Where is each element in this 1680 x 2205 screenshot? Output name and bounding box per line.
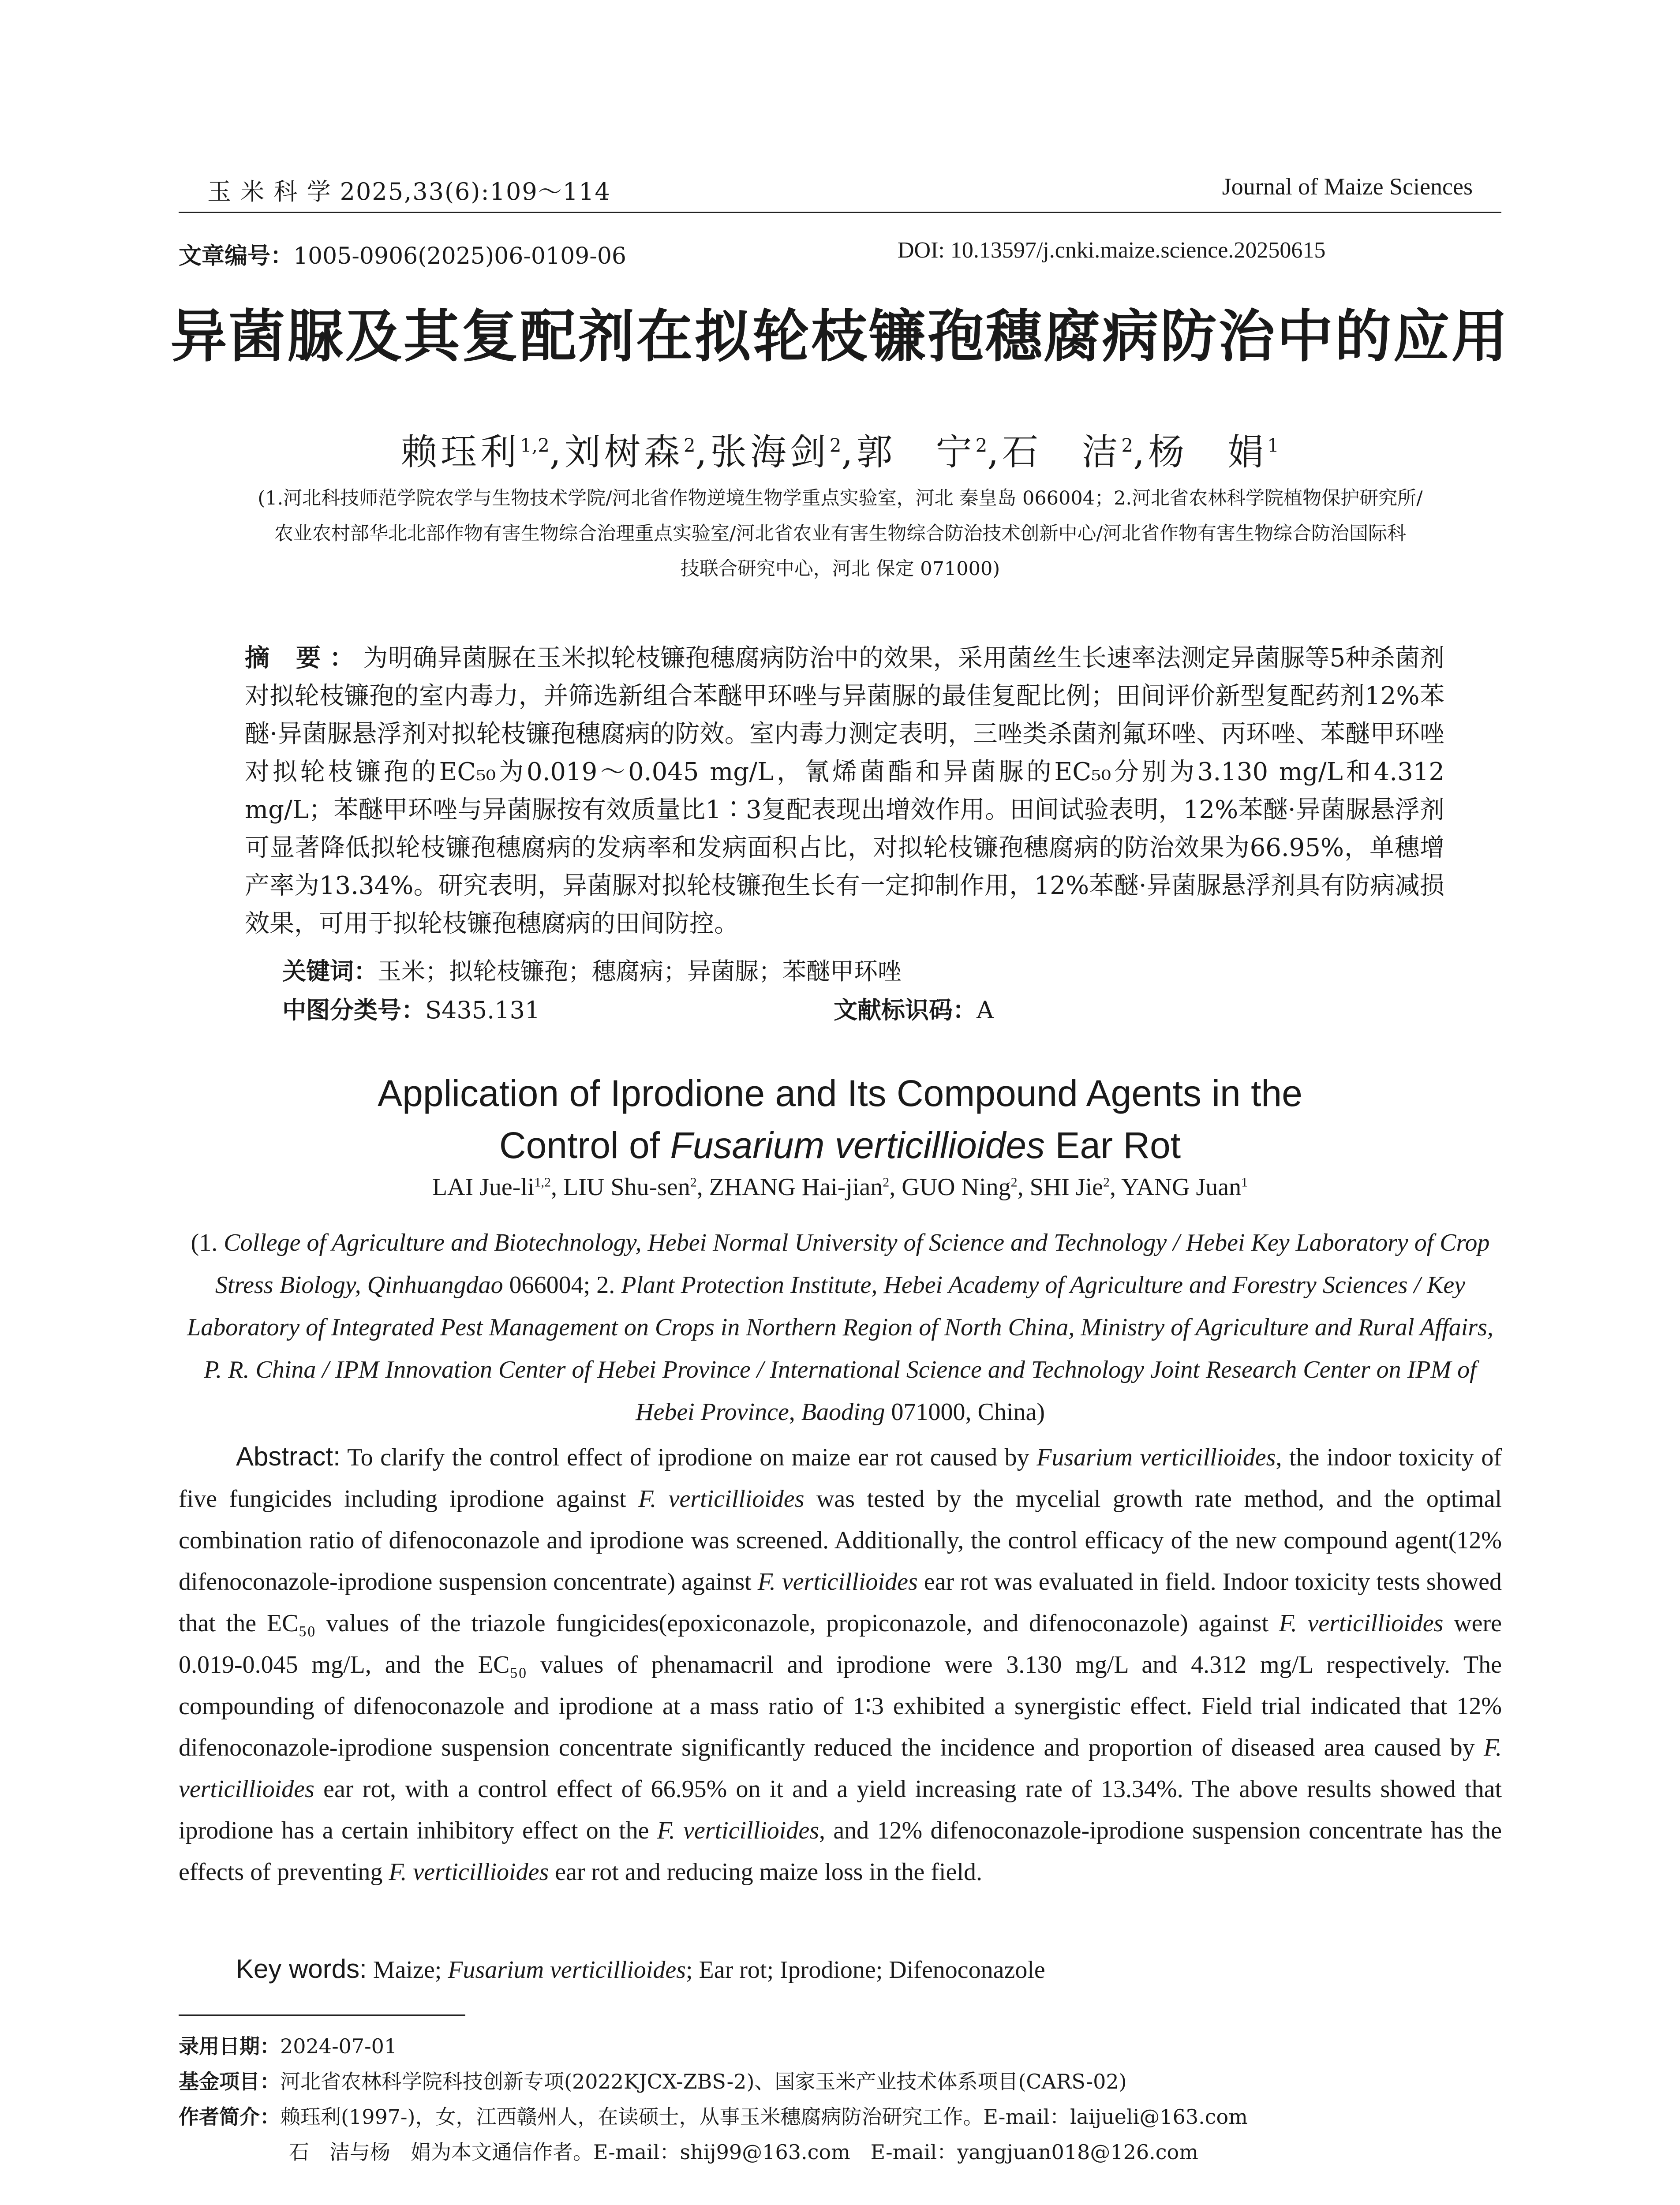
author-en: , GUO Ning <box>889 1174 1011 1201</box>
affiliation-cn <box>181 481 1500 587</box>
affil-en-text: 066004; 2. <box>503 1271 621 1299</box>
abstract-en-species: F. verticillioides <box>757 1568 918 1596</box>
title-en-text: Control of <box>499 1125 670 1166</box>
doc-code <box>834 991 994 1025</box>
footnote-corresponding: 石 洁与杨 娟为本文通信作者。E-mail：shij99@163.com E-mail：yangjuan018@126.com <box>289 2140 1198 2164</box>
title-en-line1: Application of Iprodione and Its Compound Agents in the <box>378 1073 1302 1114</box>
keywords-cn <box>282 953 902 987</box>
header-rule <box>179 212 1501 213</box>
author-en: , LIU Shu-sen <box>551 1174 690 1201</box>
author: 刘树森 <box>564 431 684 473</box>
keywords-label-en: Key words: <box>236 1954 367 1984</box>
abstract-en-species: Fusarium verticillioides <box>1036 1444 1276 1471</box>
author-affil: 2 <box>690 1175 697 1190</box>
author-en: , YANG Juan <box>1110 1174 1242 1201</box>
abstract-en-text: were 0.019-0.045 mg/L, and the EC₅₀ values of phenamacril and iprodione were 3.130 mg/L and 4.312 mg/L respectively. The compounding of difenoconazole and iprodione at a mass ratio of 1∶3 exhibited a synergistic effect. Field trial indicated that 12% difenoconazole-iprodione suspension concentrate significantly reduced the incidence and proportion of diseased area caused by <box>179 1610 1502 1761</box>
abstract-en-species: F. verticillioides <box>657 1817 819 1844</box>
keywords-en-species: Fusarium verticillioides <box>448 1956 686 1984</box>
article-number-label: 文章编号： <box>179 243 294 269</box>
doc-code-label: 文献标识码： <box>834 996 977 1024</box>
footnote-text: 河北省农林科学院科技创新专项(2022KJCX-ZBS-2)、国家玉米产业技术体系项目(CARS-02) <box>280 2070 1127 2093</box>
journal-header-en: Journal of Maize Sciences <box>1222 173 1473 200</box>
journal-header-cn: 玉 米 科 学 2025,33(6):109～114 <box>207 178 611 206</box>
paper-title-cn: 异菌脲及其复配剂在拟轮枝镰孢穗腐病防治中的应用 <box>170 304 1510 370</box>
author-affil: 2 <box>1121 434 1134 456</box>
author-affil: 2 <box>1010 1175 1018 1190</box>
abstract-en-text: , the indoor toxicity of five fungicides including iprodione against <box>179 1444 1502 1513</box>
abstract-en-text: , and 12% difenoconazole-iprodione suspension concentrate has the effects of preventing <box>179 1817 1502 1886</box>
author: 郭 宁 <box>856 431 976 473</box>
keywords-label-cn: 关键词： <box>282 957 378 985</box>
abstract-en-species: F. verticillioides <box>179 1734 1502 1803</box>
authors-en <box>0 1173 1680 1201</box>
abstract-en-text: ear rot and reducing maize loss in the field. <box>549 1858 982 1886</box>
paper-title-en <box>0 1067 1680 1171</box>
doc-code-value: A <box>977 996 994 1024</box>
clc-label: 中图分类号： <box>282 996 425 1024</box>
author-affil: 2 <box>975 434 988 456</box>
affiliation-line: 农业农村部华北北部作物有害生物综合治理重点实验室/河北省农业有害生物综合防治技术创新中心/河北省作物有害生物综合防治国际科 <box>274 523 1406 545</box>
author: 赖珏利 <box>401 431 520 473</box>
author-affil: 1 <box>1267 434 1279 456</box>
author-en: , SHI Jie <box>1017 1174 1104 1201</box>
authors-cn: 赖珏利$^{1,2}$,刘树森$^2$,张海剑$^2$,郭 宁$^2$,石 洁$^2$,杨 娟$^1$ <box>401 431 1279 473</box>
footnote-text: 赖珏利(1997-)，女，江西赣州人，在读硕士，从事玉米穗腐病防治研究工作。E-mail：laijueli@163.com <box>280 2105 1248 2129</box>
keywords-en <box>236 1954 1045 1984</box>
footnote-fund <box>179 2064 1502 2099</box>
footnote-rule <box>179 2014 465 2016</box>
clc-value: S435.131 <box>425 996 540 1024</box>
affil-en-text: Plant Protection Institute, Hebei Academy of Agriculture and Forestry Sciences / Key Laboratory of Integrated Pest Management on Crops in Northern Region of North China, Ministry of Agriculture and Rural Affairs, P. R. China / IPM Innovation Center of Hebei Province / International Science and Technology Joint Research Center on IPM of Hebei Province <box>187 1271 1493 1426</box>
keywords-en-text: ; Ear rot; Iprodione; Difenoconazole <box>685 1956 1045 1984</box>
author: 杨 娟 <box>1148 431 1268 473</box>
author: 张海剑 <box>710 431 830 473</box>
abstract-label-cn: 摘 要： <box>245 644 363 673</box>
author-en: , ZHANG Hai-jian <box>696 1174 883 1201</box>
footnote-received <box>179 2029 1502 2064</box>
abstract-en-text: To clarify the control effect of iprodione on maize ear rot caused by <box>340 1444 1037 1471</box>
abstract-en-species: F. verticillioides <box>638 1485 804 1513</box>
footnote-bio <box>179 2099 1502 2134</box>
author-affil: 2 <box>829 434 842 456</box>
keywords-text-cn: 玉米；拟轮枝镰孢；穗腐病；异菌脲；苯醚甲环唑 <box>378 957 902 985</box>
affiliation-en <box>179 1222 1502 1433</box>
affil-en-text: (1. <box>191 1229 224 1256</box>
abstract-en-text: ear rot was evaluated in field. Indoor toxicity tests showed that the EC₅₀ values of the triazole fungicides(epoxiconazole, propiconazole, and difenoconazole) against <box>179 1568 1502 1637</box>
footnotes <box>179 2029 1502 2170</box>
doi[interactable]: DOI: 10.13597/j.cnki.maize.science.20250615 <box>898 238 1326 263</box>
article-meta <box>179 237 1501 268</box>
affil-en-text: 071000, China) <box>885 1398 1045 1426</box>
footnote-label: 作者简介： <box>179 2105 280 2129</box>
author-en: LAI Jue-li <box>432 1174 535 1201</box>
author-affil: 2 <box>883 1175 890 1190</box>
abstract-en <box>179 1436 1502 1893</box>
classification-row <box>282 991 1473 1025</box>
author: 石 洁 <box>1002 431 1122 473</box>
abstract-label-en: Abstract: <box>236 1442 340 1471</box>
abstract-text-cn: 为明确异菌脲在玉米拟轮枝镰孢穗腐病防治中的效果，采用菌丝生长速率法测定异菌脲等5种杀菌剂对拟轮枝镰孢的室内毒力，并筛选新组合苯醚甲环唑与异菌脲的最佳复配比例；田间评价新型复配药剂12%苯醚·异菌脲悬浮剂对拟轮枝镰孢穗腐病的防效。室内毒力测定表明，三唑类杀菌剂氟环唑、丙环唑、苯醚甲环唑对拟轮枝镰孢的EC₅₀为0.019～0.045 mg/L，氰烯菌酯和异菌脲的EC₅₀分别为3.130 mg/L和4.312 mg/L；苯醚甲环唑与异菌脲按有效质量比1∶3复配表现出增效作用。田间试验表明，12%苯醚·异菌脲悬浮剂可显著降低拟轮枝镰孢穗腐病的发病率和发病面积占比，对拟轮枝镰孢穗腐病的防治效果为66.95%，单穗增产率为13.34%。研究表明，异菌脲对拟轮枝镰孢生长有一定抑制作用，12%苯醚·异菌脲悬浮剂具有防病减损效果，可用于拟轮枝镰孢穗腐病的田间防控。 <box>245 644 1444 938</box>
abstract-en-text: ear rot, with a control effect of 66.95% on it and a yield increasing rate of 13.34%. The above results showed that iprodione has a certain inhibitory effect on the <box>179 1775 1502 1844</box>
affiliation-line: (1.河北科技师范学院农学与生物技术学院/河北省作物逆境生物学重点实验室，河北 秦皇岛 066004；2.河北省农林科学院植物保护研究所/ <box>258 487 1423 509</box>
author-affil: 1,2 <box>520 434 550 456</box>
abstract-cn <box>245 639 1444 943</box>
affil-en-text: College of Agriculture and Biotechnology, Hebei Normal University of Science and Technology / Hebei Key Laboratory of Crop Stress Biology, Qinhuangdao <box>215 1229 1490 1299</box>
article-number: 1005-0906(2025)06-0109-06 <box>293 243 626 269</box>
author-affil: 1,2 <box>534 1175 551 1190</box>
abstract-en-species: F. verticillioides <box>389 1858 549 1886</box>
abstract-en-species: F. verticillioides <box>1279 1610 1444 1637</box>
abstract-en-text: was tested by the mycelial growth rate method, and the optimal combination ratio of difenoconazole and iprodione was screened. Additionally, the control efficacy of the new compound agent(12% difenoconazole-iprodione suspension concentrate) against <box>179 1485 1502 1596</box>
keywords-en-text: Maize; <box>367 1956 448 1984</box>
title-en-species: Fusarium verticillioides <box>670 1125 1045 1166</box>
author-affil: 1 <box>1241 1175 1248 1190</box>
affil-en-text: Baoding <box>801 1398 885 1426</box>
author-affil: 2 <box>683 434 696 456</box>
affil-en-text: , <box>789 1398 801 1426</box>
affiliation-line: 技联合研究中心，河北 保定 071000) <box>680 558 1000 580</box>
footnote-label: 基金项目： <box>179 2070 280 2093</box>
footnote-text: 2024-07-01 <box>280 2034 397 2058</box>
title-en-line2 <box>0 1119 1680 1171</box>
title-en-text: Ear Rot <box>1044 1125 1181 1166</box>
footnote-label: 录用日期： <box>179 2034 280 2058</box>
author-affil: 2 <box>1103 1175 1110 1190</box>
